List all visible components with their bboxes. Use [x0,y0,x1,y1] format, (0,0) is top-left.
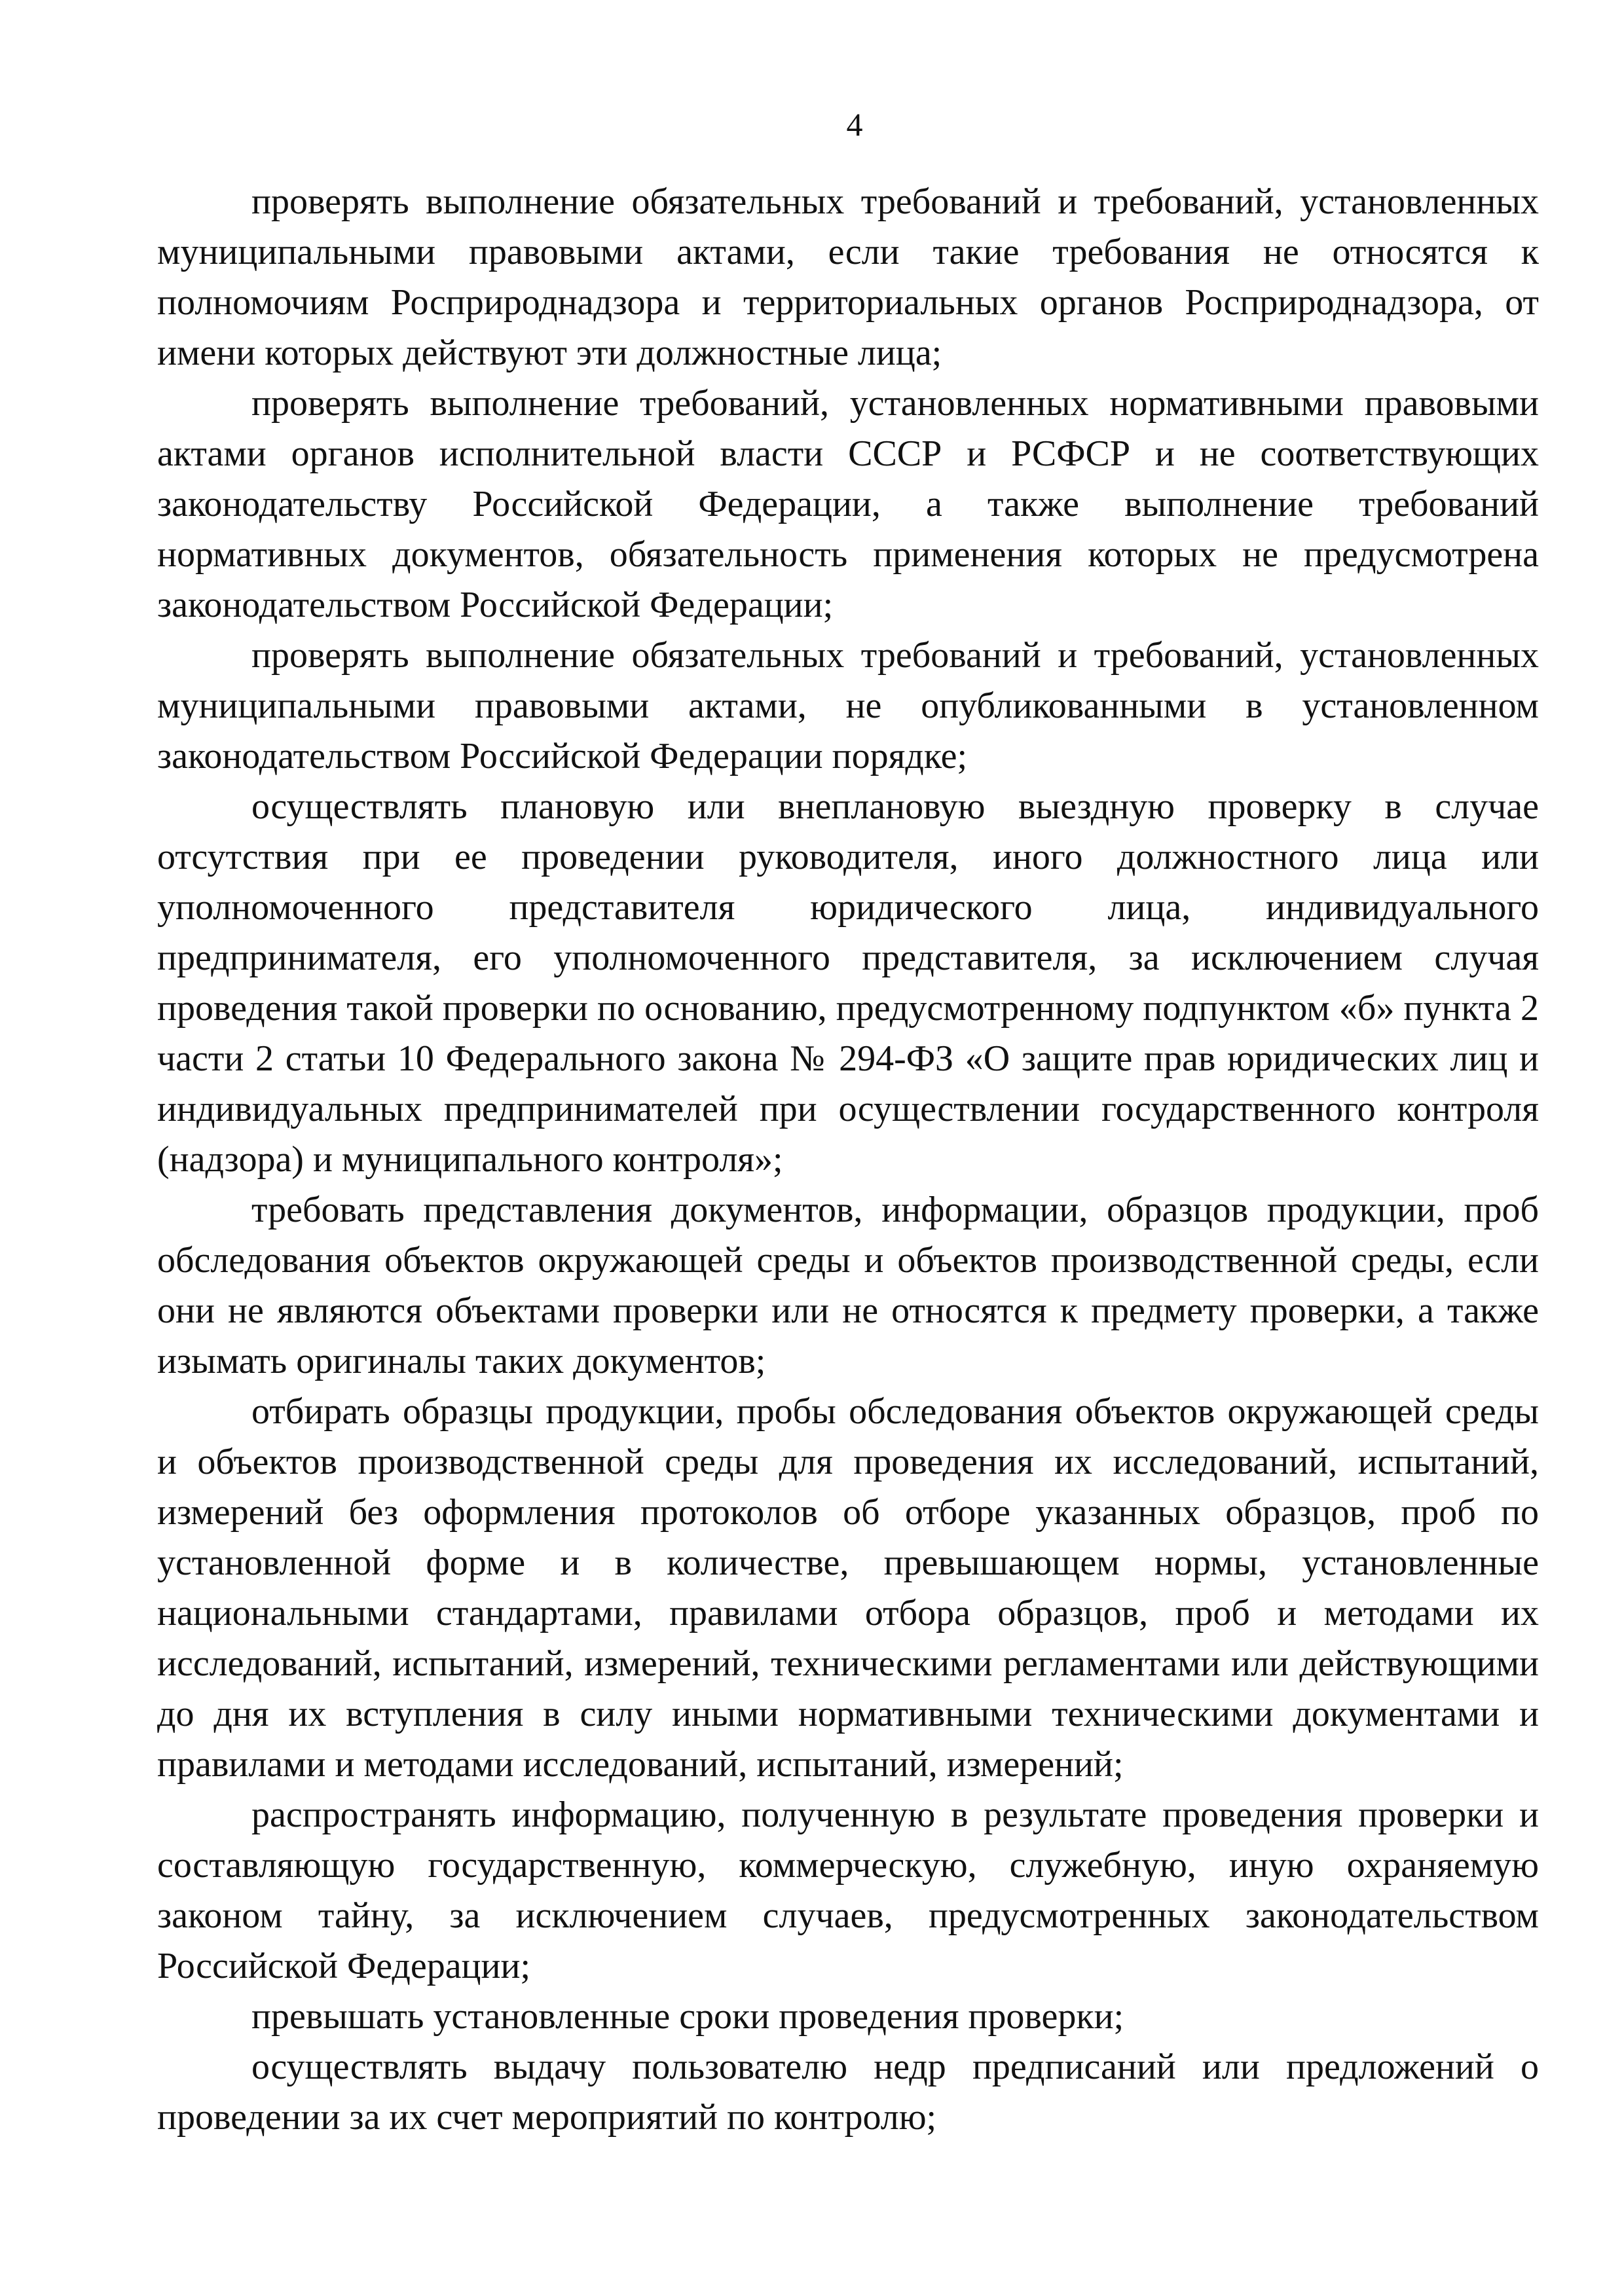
document-body [157,177,1539,2143]
paragraph: проверять выполнение требований, установленных нормативными правовыми актами органов исполнительной власти СССР и РСФСР и не соответствующих законодательству Российской Федерации, а также выполнение требований нормативных документов, обязательность применения которых не предусмотрена законодательством Российской Федерации; [157,383,1539,625]
paragraph: распространять информацию, полученную в результате проведения проверки и составляющую государственную, коммерческую, служебную, иную охраняемую законом тайну, за исключением случаев, предусмотренных законодательством Российской Федерации; [157,1795,1539,1986]
paragraph: требовать представления документов, информации, образцов продукции, проб обследования объектов окружающей среды и объектов производственной среды, если они не являются объектами проверки или не относятся к предмету проверки, а также изымать оригиналы таких документов; [157,1190,1539,1381]
paragraph: превышать установленные сроки проведения проверки; [251,1996,1124,2037]
paragraph: осуществлять плановую или внеплановую выездную проверку в случае отсутствия при ее проведении руководителя, иного должностного лица или уполномоченного представителя юридического лица, индивидуального предпринимателя, его уполномоченного представителя, за исключением случая проведения такой проверки по основанию, предусмотренному подпунктом «б» пункта 2 части 2 статьи 10 Федерального закона № 294-ФЗ «О защите прав юридических лиц и индивидуальных предпринимателей при осуществлении государственного контроля (надзора) и муниципального контроля»; [157,786,1539,1180]
paragraph: отбирать образцы продукции, пробы обследования объектов окружающей среды и объектов производственной среды для проведения их исследований, испытаний, измерений без оформления протоколов об отборе указанных образцов, проб по установленной форме и в количестве, превышающем нормы, установленные национальными стандартами, правилами отбора образцов, проб и методами их исследований, испытаний, измерений, техническими регламентами или действующими до дня их вступления в силу иными нормативными техническими документами и правилами и методами исследований, испытаний, измерений; [157,1391,1539,1785]
page-number: 4 [846,106,863,143]
paragraph: проверять выполнение обязательных требований и требований, установленных муниципальными правовыми актами, не опубликованными в установленном законодательством Российской Федерации порядке; [157,635,1539,776]
paragraph: проверять выполнение обязательных требований и требований, установленных муниципальными правовыми актами, если такие требования не относятся к полномочиям Росприроднадзора и территориальных органов Росприроднадзора, от имени которых действуют эти должностные лица; [157,181,1539,373]
paragraph: осуществлять выдачу пользователю недр предписаний или предложений о проведении за их счет мероприятий по контролю; [157,2047,1539,2138]
